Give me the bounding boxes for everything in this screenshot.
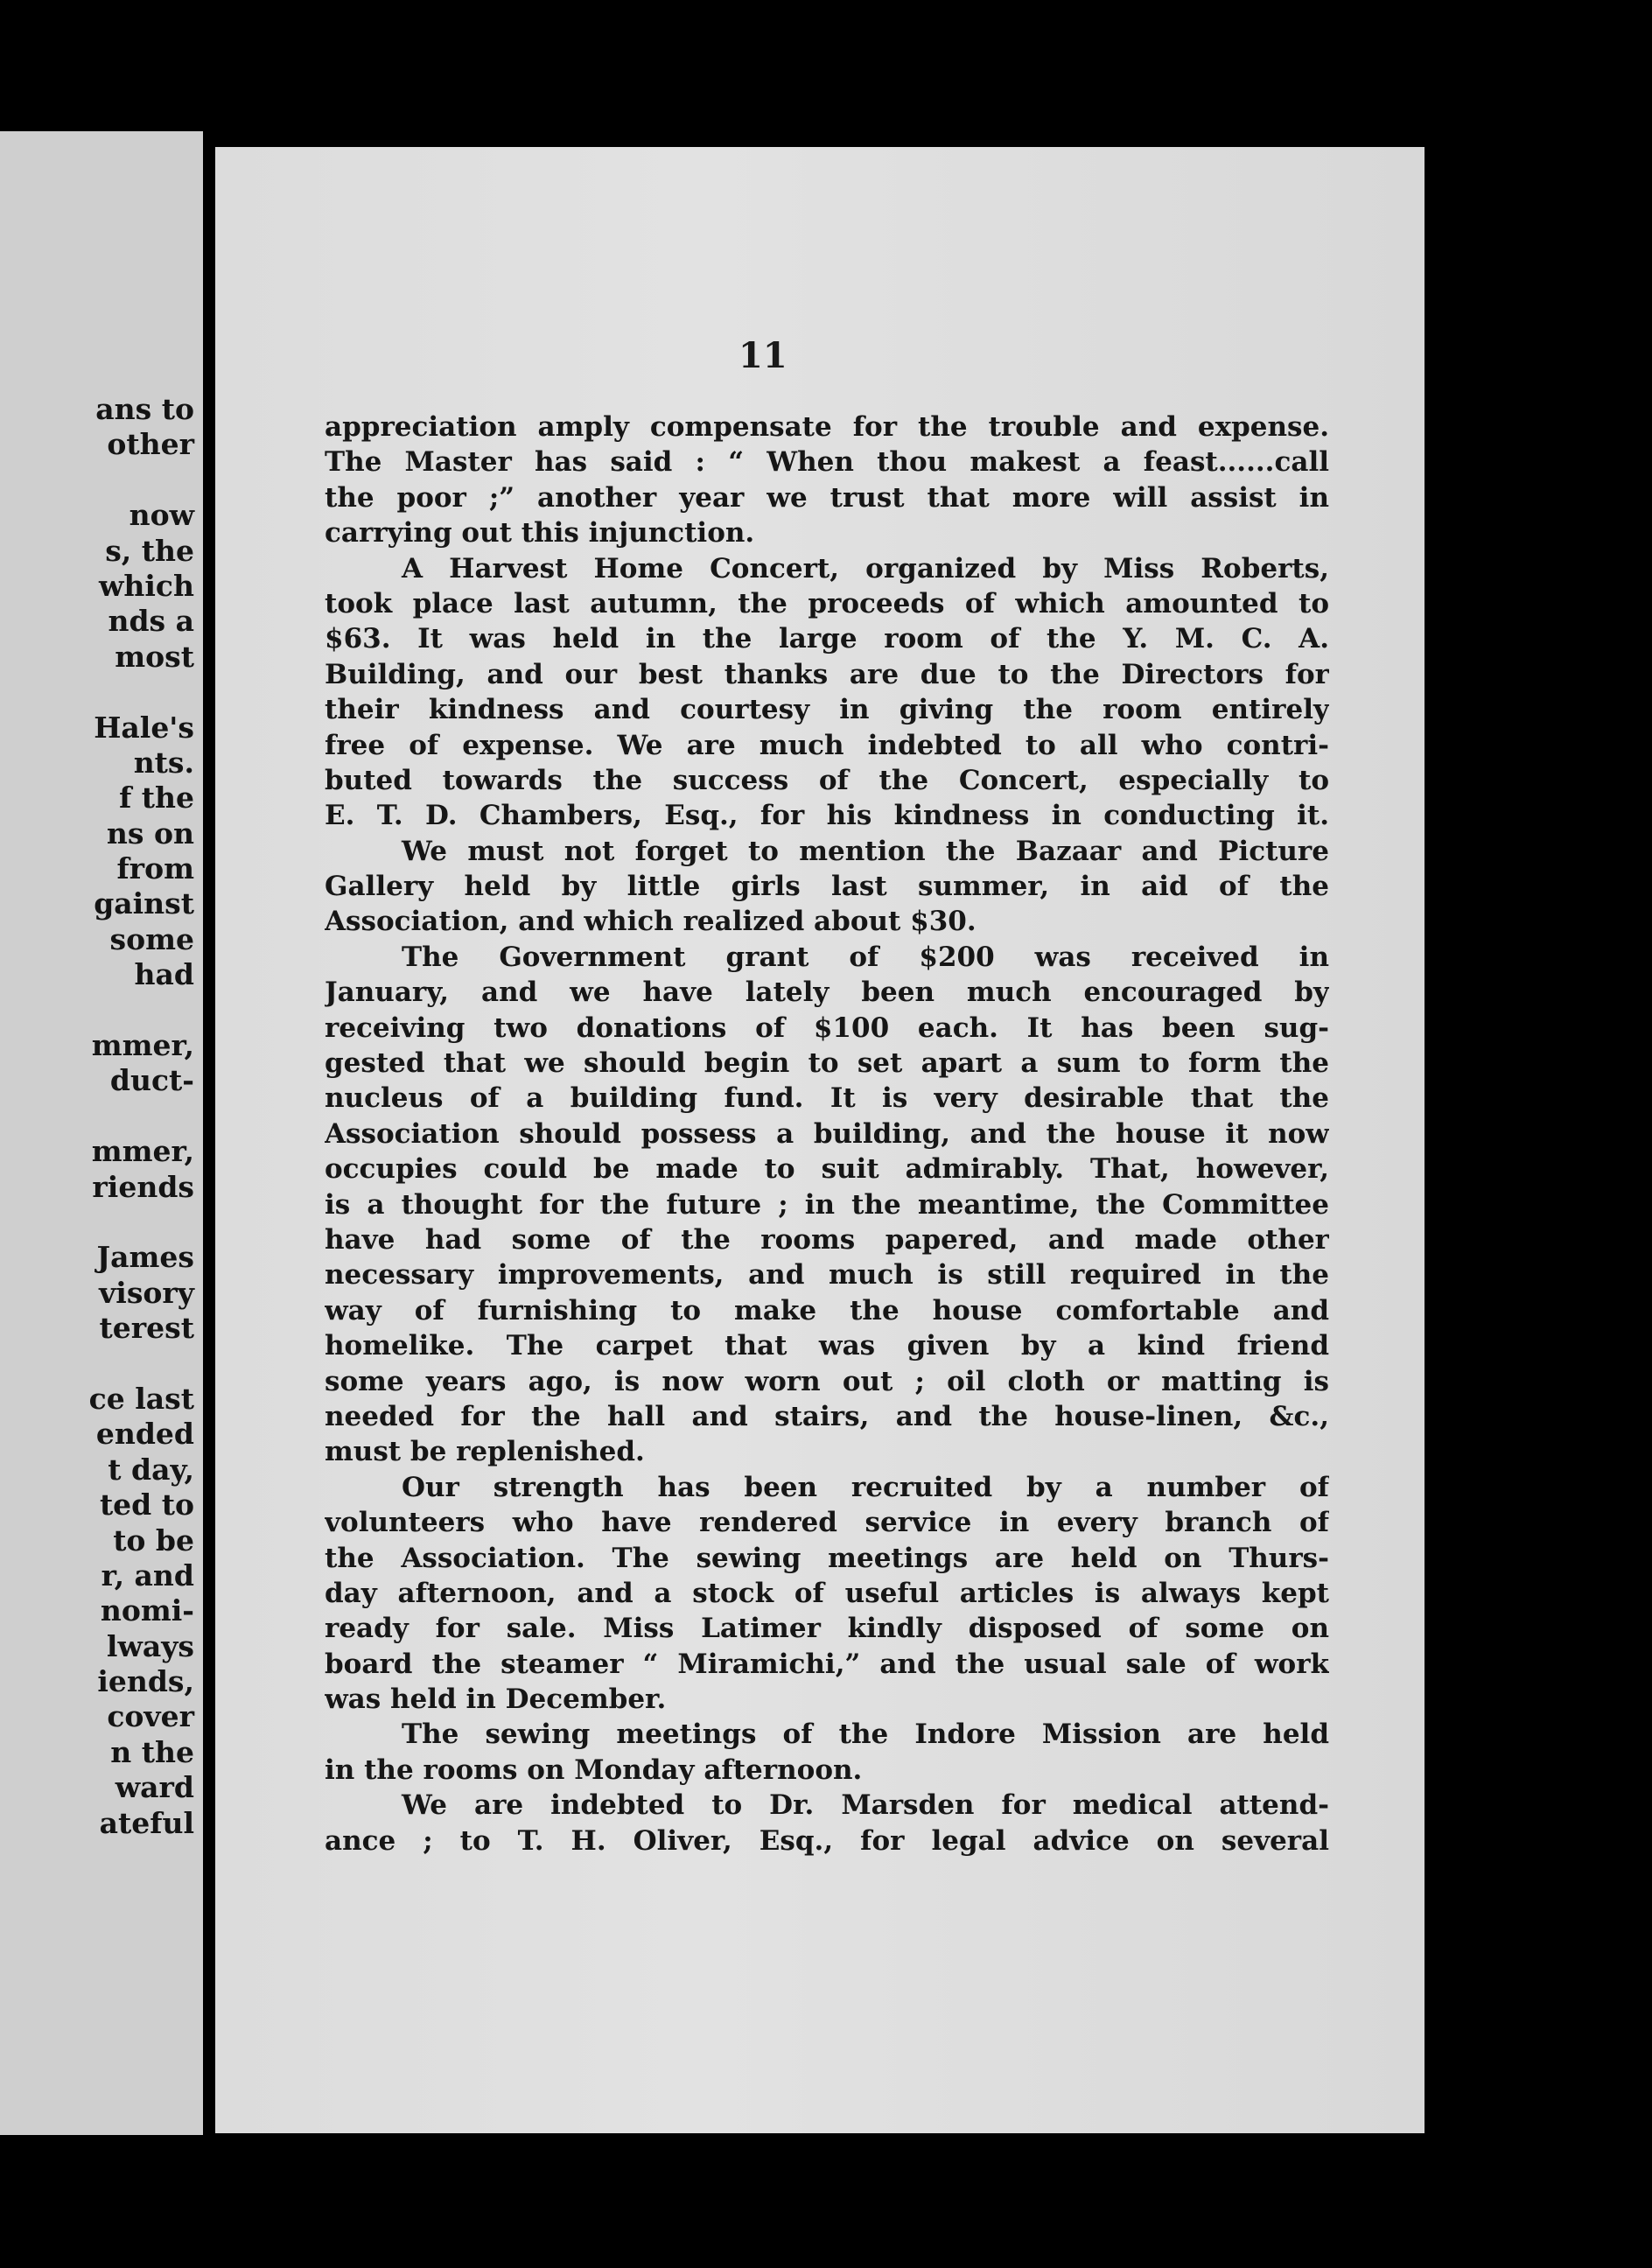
text-line: We must not forget to mention the Bazaar and Picture	[402, 835, 1329, 867]
text-line: was held in December.	[325, 1684, 667, 1716]
text-line: The Master has said : “ When thou makest a feast......call	[325, 446, 1329, 479]
text-line: gested that we should begin to set apart a sum to form the	[325, 1047, 1329, 1080]
text-line: A Harvest Home Concert, organized by Miss Roberts,	[402, 552, 1329, 584]
text-line: ance ; to T. H. Oliver, Esq., for legal advice on several	[325, 1824, 1329, 1857]
text-line: is a thought for the future ; in the meantime, the Committee	[325, 1188, 1329, 1221]
text-line: buted towards the success of the Concert, especially to	[325, 764, 1329, 796]
left-page-line: other	[107, 427, 194, 462]
text-line: needed for the hall and stairs, and the house-linen, &c.,	[325, 1400, 1329, 1432]
text-line: We are indebted to Dr. Marsden for medical attend-	[402, 1789, 1329, 1822]
text-line: $63. It was held in the large room of the Y. M. C. A.	[325, 623, 1329, 655]
text-line: homelike. The carpet that was given by a kind friend	[325, 1330, 1329, 1362]
left-page-fragment	[0, 131, 203, 2135]
text-line: Building, and our best thanks are due to the Directors for	[325, 658, 1329, 690]
text-line: their kindness and courtesy in giving the room entirely	[325, 694, 1329, 726]
page-gutter	[203, 131, 215, 2135]
left-page-line: had	[134, 957, 194, 992]
left-page-line: ended	[95, 1417, 194, 1452]
left-page-line: gainst	[94, 886, 194, 921]
left-page-line: ce last	[88, 1381, 194, 1416]
left-page-line: cover	[107, 1699, 194, 1734]
left-page-line	[0, 1205, 194, 1240]
text-line: January, and we have lately been much encouraged by	[325, 976, 1329, 1009]
text-line: receiving two donations of $100 each. It has been sug-	[325, 1012, 1329, 1044]
text-line: in the rooms on Monday afternoon.	[325, 1754, 863, 1786]
text-line: free of expense. We are much indebted to all who contri-	[325, 729, 1329, 761]
left-page-line: nomi-	[100, 1593, 194, 1628]
text-line: necessary improvements, and much is still required in the	[325, 1259, 1329, 1292]
text-line: Our strength has been recruited by a number of	[402, 1471, 1329, 1503]
text-line: the Association. The sewing meetings are held on Thurs-	[325, 1542, 1329, 1574]
left-page-line: ns on	[106, 816, 194, 850]
left-page-line: nds a	[108, 604, 194, 639]
main-page	[215, 147, 1424, 2133]
text-line: must be replenished.	[325, 1436, 645, 1468]
text-line: occupies could be made to suit admirably. That, however,	[325, 1153, 1329, 1186]
text-line: Gallery held by little girls last summer, in aid of the	[325, 871, 1329, 903]
text-line: The sewing meetings of the Indore Mission are held	[402, 1718, 1329, 1751]
text-line: carrying out this injunction.	[325, 517, 755, 550]
page-body-text	[325, 410, 1329, 1858]
left-page-line: ans to	[95, 392, 194, 426]
left-page-line: duct-	[109, 1063, 194, 1098]
left-page-line: r, and	[101, 1558, 194, 1592]
text-line: appreciation amply compensate for the trouble and expense.	[325, 411, 1329, 443]
left-page-line: which	[98, 568, 194, 603]
left-page-line: now	[129, 498, 194, 533]
left-page-line: n the	[110, 1734, 194, 1769]
text-line: took place last autumn, the proceeds of which amounted to	[325, 587, 1329, 620]
text-line: have had some of the rooms papered, and made other	[325, 1223, 1329, 1256]
left-page-line: ward	[115, 1770, 194, 1805]
text-line: Association, and which realized about $30.	[325, 906, 976, 938]
left-page-line: riends	[92, 1169, 194, 1204]
left-page-line	[0, 1347, 194, 1382]
left-page-line: lways	[106, 1628, 194, 1663]
left-page-line: f the	[119, 780, 194, 816]
left-page-line: visory	[99, 1275, 194, 1310]
text-line: E. T. D. Chambers, Esq., for his kindness in conducting it.	[325, 800, 1329, 832]
left-page-line: some	[109, 921, 194, 956]
text-line: some years ago, is now worn out ; oil cloth or matting is	[325, 1365, 1329, 1397]
text-line: volunteers who have rendered service in every branch of	[325, 1507, 1329, 1539]
left-page-line: terest	[99, 1311, 194, 1346]
left-page-line: Hale's	[94, 710, 194, 745]
text-line: ready for sale. Miss Latimer kindly disposed of some on	[325, 1613, 1329, 1645]
left-page-line: most	[115, 639, 194, 674]
left-page-line: mmer,	[91, 1028, 194, 1063]
text-line: Association should possess a building, and the house it now	[325, 1117, 1329, 1150]
text-line: board the steamer “ Miramichi,” and the usual sale of work	[325, 1648, 1329, 1680]
left-page-line: James	[96, 1240, 194, 1275]
left-page-line: iends,	[97, 1664, 194, 1699]
left-page-line: ted to	[99, 1488, 194, 1522]
left-page-line	[0, 675, 194, 710]
left-page-line	[0, 463, 194, 498]
text-line: way of furnishing to make the house comfortable and	[325, 1294, 1329, 1326]
text-line: day afternoon, and a stock of useful articles is always kept	[325, 1577, 1329, 1609]
left-page-text	[0, 392, 194, 1841]
left-page-line: to be	[113, 1522, 194, 1558]
text-line: the poor ;” another year we trust that more will assist in	[325, 481, 1329, 514]
left-page-line: t day,	[108, 1452, 194, 1487]
left-page-line	[0, 993, 194, 1028]
left-page-line: nts.	[133, 745, 194, 780]
left-page-line: from	[116, 851, 194, 886]
text-line: The Government grant of $200 was received in	[402, 941, 1329, 973]
left-page-line: s, the	[105, 533, 194, 568]
left-page-line: mmer,	[91, 1134, 194, 1169]
page-number: 11	[738, 335, 788, 376]
text-line: nucleus of a building fund. It is very desirable that the	[325, 1082, 1329, 1115]
left-page-line: ateful	[99, 1805, 194, 1840]
left-page-line	[0, 1099, 194, 1134]
